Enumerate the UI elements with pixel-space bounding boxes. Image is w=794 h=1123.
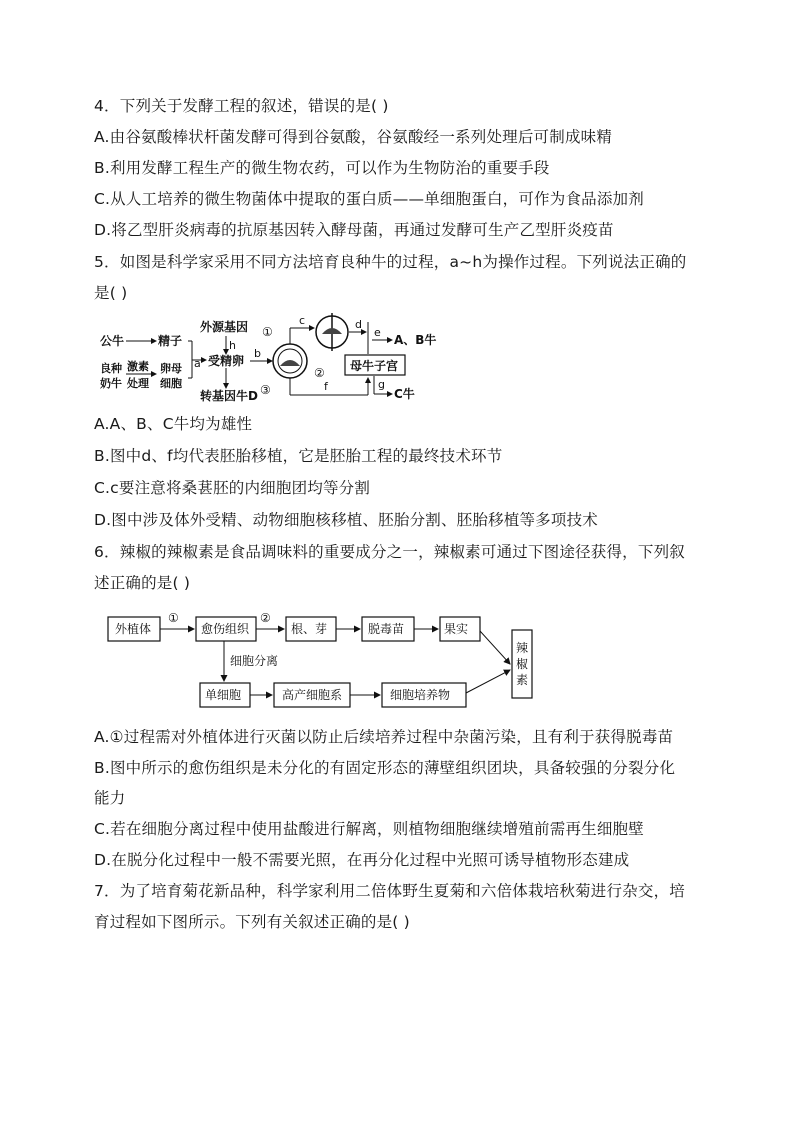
circle-2: ② xyxy=(314,366,325,380)
q5-option-a: A.A、B、C牛均为雄性 xyxy=(94,415,253,433)
oocyte-1: 卵母 xyxy=(160,362,182,375)
transgenic-label: 转基因牛D xyxy=(200,389,258,403)
circle-1: ① xyxy=(262,325,273,339)
capsaicin-box-1: 辣 xyxy=(516,641,529,655)
q5-stem-cont: 是( ) xyxy=(94,284,128,302)
q4-option-d: D.将乙型肝炎病毒的抗原基因转入酵母菌，再通过发酵可生产乙型肝炎疫苗 xyxy=(94,221,614,239)
label-d: d xyxy=(355,318,362,331)
q6-option-c: C.若在细胞分离过程中使用盐酸进行解离，则植物细胞继续增殖前需再生细胞壁 xyxy=(94,820,644,838)
circle-3: ③ xyxy=(260,383,271,397)
bull-label: 公牛 xyxy=(100,334,125,348)
label-h: h xyxy=(229,339,236,352)
label-f: f xyxy=(324,380,328,393)
callus-box: 愈伤组织 xyxy=(201,622,250,636)
root-bud-box: 根、芽 xyxy=(291,622,328,636)
q4-stem: 4．下列关于发酵工程的叙述，错误的是( ) xyxy=(94,97,389,115)
oocyte-2: 细胞 xyxy=(160,377,182,390)
q6-stem: 6．辣椒的辣椒素是食品调味料的重要成分之一，辣椒素可通过下图途径获得，下列叙 xyxy=(94,543,685,561)
q6-option-a: A.①过程需对外植体进行灭菌以防止后续培养过程中杂菌污染，且有利于获得脱毒苗 xyxy=(94,728,674,746)
q5-option-d: D.图中涉及体外受精、动物细胞核移植、胚胎分割、胚胎移植等多项技术 xyxy=(94,511,598,529)
fertilized-egg-label: 受精卵 xyxy=(208,354,245,368)
label-e: e xyxy=(374,326,381,339)
output-ab-label: A、B牛 xyxy=(394,333,437,347)
virus-free-box: 脱毒苗 xyxy=(368,622,405,636)
mother-uterus-label: 母牛子宫 xyxy=(350,359,399,373)
capsaicin-box-3: 素 xyxy=(516,673,529,687)
q4-option-a: A.由谷氨酸棒状杆菌发酵可得到谷氨酸，谷氨酸经一系列处理后可制成味精 xyxy=(94,128,613,146)
hormone-2: 处理 xyxy=(127,377,149,390)
q6-option-b-cont: 能力 xyxy=(94,789,126,807)
label-c: c xyxy=(299,314,306,327)
foreign-gene-label: 外源基因 xyxy=(200,320,249,334)
cell-separation-label: 细胞分离 xyxy=(230,654,279,668)
output-c-label: C牛 xyxy=(394,387,415,401)
q5-stem: 5．如图是科学家采用不同方法培育良种牛的过程，a~h为操作过程。下列说法正确的 xyxy=(94,253,687,271)
q4-option-c: C.从人工培养的微生物菌体中提取的蛋白质——单细胞蛋白，可作为食品添加剂 xyxy=(94,190,644,208)
fruit-box: 果实 xyxy=(444,622,469,636)
q5-option-c: C.c要注意将桑葚胚的内细胞团均等分割 xyxy=(94,479,371,497)
split-embryo-icon xyxy=(316,316,348,348)
q6-stem-cont: 述正确的是( ) xyxy=(94,574,191,592)
single-cell-box: 单细胞 xyxy=(205,688,242,702)
capsaicin-box-2: 椒 xyxy=(516,657,529,671)
embryo-dish-icon xyxy=(273,344,307,378)
cell-culture-box: 细胞培养物 xyxy=(390,688,451,702)
hormone-1: 激素 xyxy=(127,360,149,373)
q6-option-d: D.在脱分化过程中一般不需要光照，在再分化过程中光照可诱导植物形态建成 xyxy=(94,851,630,869)
q7-stem-cont: 育过程如下图所示。下列有关叙述正确的是( ) xyxy=(94,913,410,931)
sperm-label: 精子 xyxy=(158,334,183,348)
step-1-label: ① xyxy=(168,611,179,625)
q5-option-b: B.图中d、f均代表胚胎移植，它是胚胎工程的最终技术环节 xyxy=(94,447,503,465)
label-g: g xyxy=(378,378,385,391)
explant-box: 外植体 xyxy=(115,622,152,636)
q4-option-b: B.利用发酵工程生产的微生物农药，可以作为生物防治的重要手段 xyxy=(94,159,550,177)
q6-option-b: B.图中所示的愈伤组织是未分化的有固定形态的薄壁组织团块，具备较强的分裂分化 xyxy=(94,759,676,777)
label-a: a xyxy=(194,357,201,370)
mother-uterus-box xyxy=(345,355,405,375)
superior-cow-2: 奶牛 xyxy=(100,377,122,390)
q7-stem: 7．为了培育菊花新品种，科学家利用二倍体野生夏菊和六倍体栽培秋菊进行杂交，培 xyxy=(94,882,685,900)
label-b: b xyxy=(254,347,261,360)
step-2-label: ② xyxy=(260,611,271,625)
superior-cow-1: 良种 xyxy=(100,362,122,375)
high-yield-box: 高产细胞系 xyxy=(282,688,343,702)
